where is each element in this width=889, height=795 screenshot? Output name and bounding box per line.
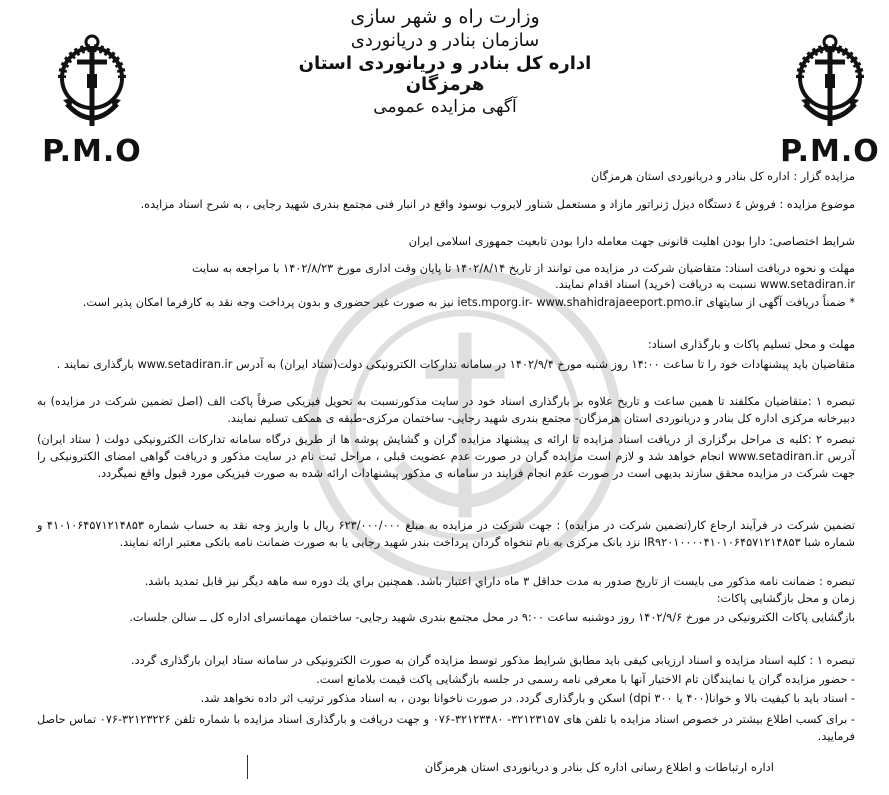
- notice-title: آگهی مزایده عمومی: [373, 97, 517, 117]
- subject-line: موضوع مزایده : فروش ٤ دستگاه دیزل ژنراتور مازاد و مستعمل شناور لایروب نوسود واقع در انبار فنی مجتمع بندری شهید رجایی ، به شرح اسناد مزایده.: [140, 198, 855, 211]
- department-title: اداره کل بنادر و دریانوردی استان: [298, 53, 592, 74]
- opening-note3: - اسناد باید با کیفیت بالا و خوانا(۴۰۰ یا ۳۰۰ dpi) اسکن و بارگذاری گردد. در صورت ناخوانا بودن ، به اسناد مذکور ترتیب اثر داده نخواهد شد.: [200, 692, 855, 705]
- guarantee-note: تبصره : ضمانت نامه مذکور می بایست از تاریخ صدور به مدت حداقل ۳ ماه داراي اعتبار باشد. همچنین براي يك دوره سه ماهه دیگر نیز قابل تمدید باشد.: [144, 575, 855, 588]
- anchor-icon: [785, 28, 875, 138]
- logo-text: P.M.O: [780, 134, 880, 169]
- opening-title: زمان و محل بازگشایی پاکات:: [716, 592, 855, 605]
- note2-paragraph: تبصره ۲ :کلیه ی مراحل برگزاری از دریافت اسناد مزایده تا ارائه ی پیشنهاد مزایده گران و گشایش پوشه ها از طریق درگاه سامانه تدارکات الکترونیکی دولت ( ستاد ایران) آدرس www.setadiran.ir انجام خواهد شد و لازم است مزایده گران در صورت عدم عضویت قبلی ، مراحل ثبت نام در سایت مذکور و دریافت گواهی امضای الکترونیکی را جهت شرکت در مزایده محقق سازند بدیهی است در صورت عدم انجام فرایند در سامانه ی مذکور پیشنهادات ارائه شده به صورت فیزیکی مورد قبول واقع نمیگردد.: [37, 433, 856, 480]
- deadline-line: مهلت و نحوه دریافت اسناد: متقاضیان شرکت در مزایده می توانند از تاریخ ۱۴۰۲/۸/۱۴ تا پایان وقت اداری مورخ ۱۴۰۲/۸/۲۳ با مراجعه به سایت: [191, 262, 855, 275]
- guarantee-paragraph: تضمین شرکت در فرآیند ارجاع کار(تضمین شرکت در مزایده) : جهت شرکت در مزایده به مبلغ ۶۲۳/۰۰۰/۰۰۰ ریال با واریز وجه نقد به حساب شماره ۴۱۰۱۰۶۴۵۷۱۲۱۴۸۵۳ و شماره شبا IR۹۲۰۱۰۰۰۰۴۱۰۱۰۶۴۵۷۱۲۱۴۸۵۳ نزد بانک مرکزی به نام تنخواه گردان پرداخت بندر شهید رجایی یا به صورت ضمانت نامه بانکی معتبر ارائه نمایند.: [37, 519, 855, 549]
- submission-title: مهلت و محل تسلیم پاکات و بارگذاری اسناد:: [647, 338, 855, 351]
- auctioneer-line: مزایده گزار : اداره کل بنادر و دریانوردی استان هرمزگان: [590, 170, 855, 183]
- province-title: هرمزگان: [405, 74, 485, 95]
- opening-note2: - حضور مزایده گران یا نمایندگان تام الاختیار آنها با معرفی نامه رسمی در جلسه بازگشایی پاکت قیمت بلامانع است.: [316, 673, 855, 686]
- note1-paragraph: تبصره ۱ :متقاضیان مکلفند تا همین ساعت و تاریخ علاوه بر بارگذاری اسناد خود در سایت مذکورنسبت به تحویل فیزیکی صرفاً پاکت الف (اصل تضمین شرکت در مزایده) به دبیرخانه مرکزی اداره کل بنادر و دریانوردی استان هرمزگان- مجتمع بندری شهید رجایی- ساختمان مرکزی-طبقه ی همکف تسلیم نمایند.: [37, 395, 855, 425]
- pmo-logo-left: [32, 28, 152, 168]
- notice-sites-paragraph: * ضمناً دریافت آگهی از سایتهای iets.mporg.ir- www.shahidrajaeeport.pmo.ir نیز به صورت غیر حضوری و بدون پرداخت وجه نقد به کارفرما امکان پذیر است.: [82, 296, 855, 309]
- footer-signature: اداره ارتباطات و اطلاع رسانی اداره کل بنادر و دریانوردی استان هرمزگان: [247, 755, 774, 779]
- notice-header: [200, 6, 690, 117]
- anchor-icon: [47, 28, 137, 138]
- ministry-title: وزارت راه و شهر سازی: [350, 6, 540, 28]
- contact-paragraph: - برای کسب اطلاع بیشتر در خصوص اسناد مزایده با تلفن های ۳۲۱۲۳۱۵۷- ۳۲۱۲۳۴۸۰-۰۷۶ و جهت دریافت و بارگذاری اسناد مزایده با شماره تلفن ۳۲۱۲۳۲۲۶-۰۷۶ تماس حاصل فرمایید.: [37, 713, 855, 743]
- conditions-line: شرایط اختصاصی: دارا بودن اهلیت قانونی جهت معامله دارا بودن تابعیت جمهوری اسلامی ایران: [408, 235, 855, 248]
- pmo-logo-right: [770, 28, 889, 168]
- opening-paragraph: بازگشایی پاکات الکترونیکی در مورخ ۱۴۰۲/۹/۶ روز دوشنبه ساعت ۹:۰۰ در محل مجتمع بندری شهید رجایی- ساختمان مهمانسرای اداره کل ــ سالن جلسات.: [129, 611, 855, 624]
- submission-paragraph: متقاضیان باید پیشنهادات خود را تا ساعت ۱۴:۰۰ روز شنبه مورخ ۱۴۰۲/۹/۴ در سامانه تدارکات الکترونیکی دولت(ستاد ایران) به آدرس www.setadiran.ir بارگذاری نمایند .: [56, 358, 855, 371]
- organization-title: سازمان بنادر و دریانوردی: [350, 30, 540, 51]
- opening-note1: تبصره ۱ : کلیه اسناد مزایده و اسناد ارزیابی کیفی باید مطابق شرایط مذکور توسط مزایده گران به صورت الکترونیکی در سامانه ستاد ایران بارگذاری گردد.: [131, 654, 855, 667]
- logo-text: P.M.O: [42, 134, 142, 169]
- deadline-site-line: www.setadiran.ir نسبت به دریافت (خرید) اسناد اقدام نمایند.: [555, 278, 855, 291]
